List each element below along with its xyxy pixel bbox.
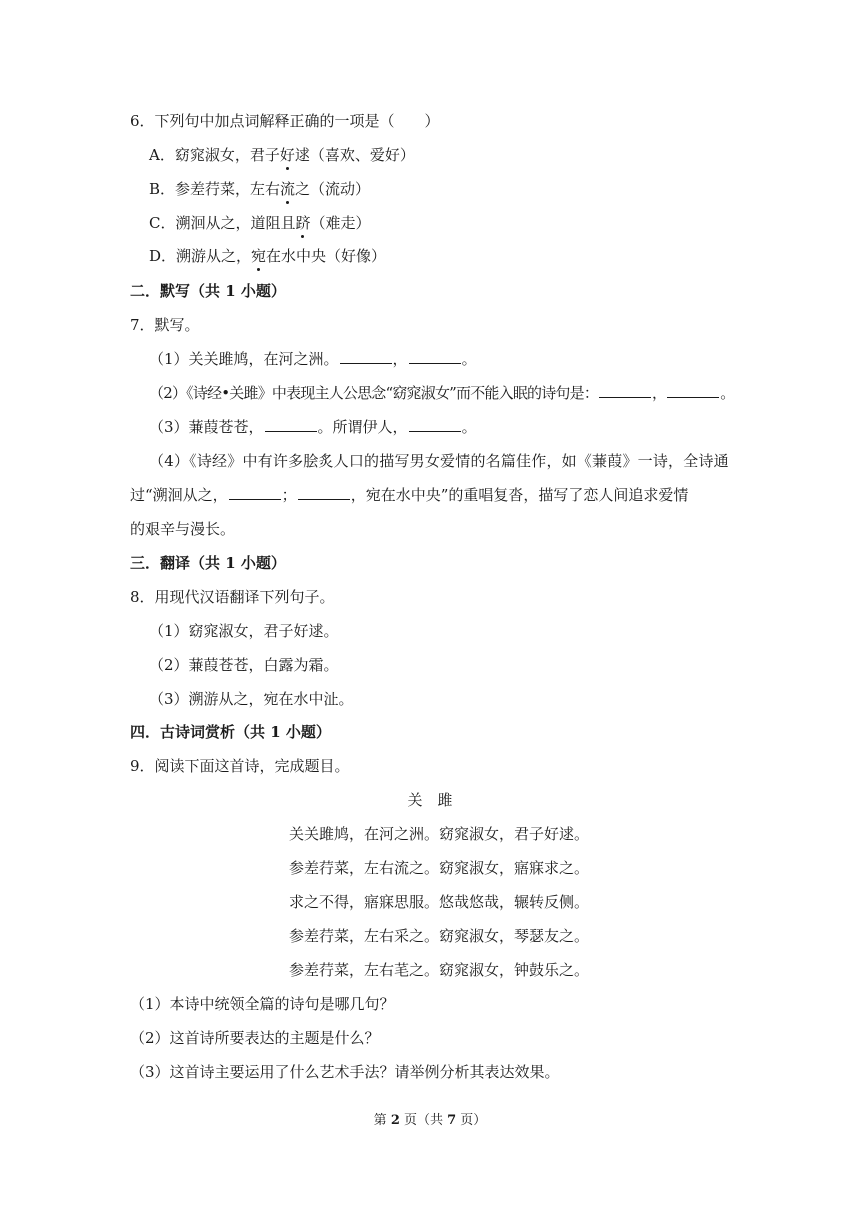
q9-question-1: （1）本诗中统领全篇的诗句是哪几句？	[130, 995, 395, 1013]
page-footer: 第 2 页（共 7 页）	[373, 1113, 487, 1128]
q8-item-3: （3）溯游从之，宛在水中沚。	[149, 690, 354, 708]
dotted-word: 宛	[251, 247, 267, 265]
q6-option-b: B．参差荇菜，左右流之（流动）	[149, 180, 371, 198]
q6-option-a: A．窈窕淑女，君子好逑（喜欢、爱好）	[149, 146, 415, 164]
answer-blank	[667, 383, 719, 398]
q7-part-4-line-1: （4）《诗经》中有许多脍炙人口的描写男女爱情的名篇佳作，如《蒹葭》一诗，全诗通	[149, 452, 729, 470]
q7-stem: 7．默写。	[130, 316, 200, 334]
answer-blank	[298, 485, 350, 500]
section-3-heading: 三．翻译（共 1 小题）	[130, 554, 286, 572]
answer-blank	[340, 349, 392, 364]
q6-option-d: D．溯游从之，宛在水中央（好像）	[149, 247, 387, 265]
q8-stem: 8．用现代汉语翻译下列句子。	[130, 588, 335, 606]
q7-part-2: （2）《诗经•关雎》中表现主人公思念“窈窕淑女”而不能入眠的诗句是： ， 。	[149, 384, 735, 402]
q7-part-4-line-2: 过“溯洄从之， ； ，宛在水中央”的重唱复沓，描写了恋人间追求爱情	[130, 486, 689, 504]
dotted-word: 好	[279, 146, 295, 164]
answer-blank	[265, 417, 317, 432]
q8-item-1: （1）窈窕淑女，君子好逑。	[149, 622, 339, 640]
q7-part-4-line-3: 的艰辛与漫长。	[130, 520, 236, 538]
dotted-word: 跻	[295, 214, 311, 232]
dotted-word: 流	[280, 180, 296, 198]
poem-line: 参差荇菜，左右芼之。窈窕淑女，钟鼓乐之。	[289, 961, 590, 979]
poem-line: 参差荇菜，左右采之。窈窕淑女，琴瑟友之。	[289, 927, 590, 945]
q7-part-1: （1）关关雎鸠，在河之洲。 ， 。	[149, 350, 477, 368]
poem-line: 参差荇菜，左右流之。窈窕淑女，寤寐求之。	[289, 859, 590, 877]
section-4-heading: 四．古诗词赏析（共 1 小题）	[130, 723, 331, 741]
answer-blank	[409, 417, 461, 432]
q7-part-3: （3）蒹葭苍苍， 。所谓伊人， 。	[149, 418, 477, 436]
answer-blank	[599, 383, 651, 398]
q9-question-3: （3）这首诗主要运用了什么艺术手法？请举例分析其表达效果。	[130, 1063, 560, 1081]
answer-blank	[409, 349, 461, 364]
section-2-heading: 二．默写（共 1 小题）	[130, 282, 286, 300]
q9-stem: 9．阅读下面这首诗，完成题目。	[130, 757, 350, 775]
poem-line: 关关雎鸠，在河之洲。窈窕淑女，君子好逑。	[289, 825, 590, 843]
poem-line: 求之不得，寤寐思服。悠哉悠哉，辗转反侧。	[289, 893, 590, 911]
q6-stem: 6．下列句中加点词解释正确的一项是（ ）	[130, 112, 440, 130]
q9-question-2: （2）这首诗所要表达的主题是什么？	[130, 1029, 380, 1047]
poem-title: 关 雎	[407, 791, 453, 809]
q6-option-c: C．溯洄从之，道阻且跻（难走）	[149, 214, 371, 232]
q8-item-2: （2）蒹葭苍苍，白露为霜。	[149, 656, 339, 674]
answer-blank	[229, 485, 281, 500]
